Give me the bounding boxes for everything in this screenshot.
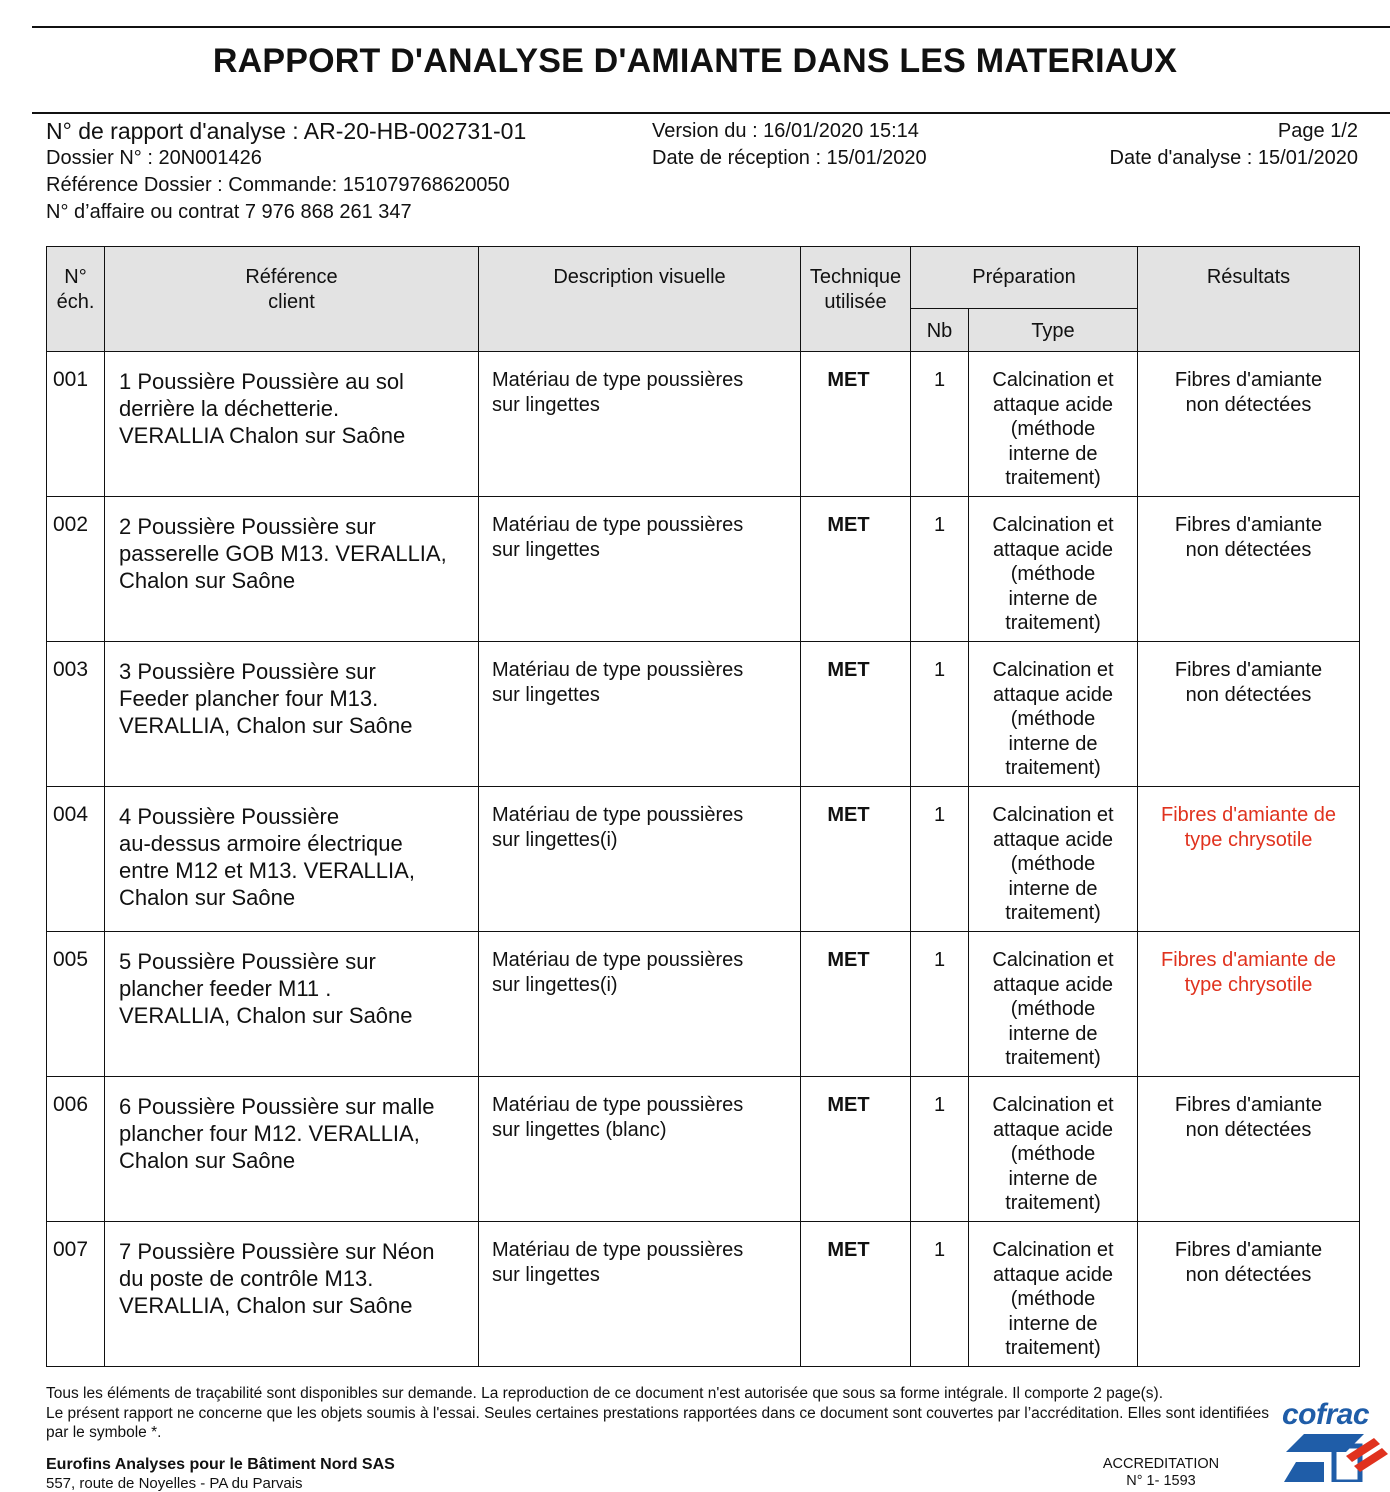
- table-row: [47, 932, 1360, 1077]
- prep-nb-cell: 1: [911, 1222, 969, 1367]
- footer-line-2: Le présent rapport ne concerne que les objets soumis à l'essai. Seules certaines prestations rapportées dans ce document sont couvertes par l’accréditation. Elles sont identifiées par le symbole *.: [46, 1404, 1269, 1441]
- header-technique: Technique utilisée: [801, 247, 911, 352]
- header-nb: Nb: [911, 309, 969, 352]
- visual-description-cell: Matériau de type poussières sur lingettes(i): [479, 787, 801, 932]
- prep-type-cell: Calcination et attaque acide (méthode interne de traitement): [969, 497, 1138, 642]
- header-type: Type: [969, 309, 1138, 352]
- prep-type-cell: Calcination et attaque acide (méthode interne de traitement): [969, 642, 1138, 787]
- prep-type-cell: Calcination et attaque acide (méthode interne de traitement): [969, 932, 1138, 1077]
- dossier-number: Dossier N° : 20N001426: [46, 147, 262, 169]
- visual-description-cell: Matériau de type poussières sur lingettes: [479, 1222, 801, 1367]
- contract-number: N° d’affaire ou contrat 7 976 868 261 347: [46, 201, 412, 223]
- result-cell: Fibres d'amiante de type chrysotile: [1138, 932, 1360, 1077]
- prep-nb-cell: 1: [911, 642, 969, 787]
- header-results: Résultats: [1138, 247, 1360, 352]
- header-sample-number: N° éch.: [47, 247, 105, 352]
- prep-nb-cell: 1: [911, 932, 969, 1077]
- version-date: Version du : 16/01/2020 15:14: [652, 120, 919, 142]
- results-table: [46, 246, 1360, 1367]
- reception-date: Date de réception : 15/01/2020: [652, 147, 927, 169]
- technique-cell: MET: [801, 932, 911, 1077]
- meta-left: [46, 118, 526, 226]
- sample-number-cell: 003: [47, 642, 105, 787]
- footer-notice: [46, 1384, 1271, 1443]
- report-number: N° de rapport d'analyse : AR-20-HB-002731-01: [46, 118, 527, 144]
- prep-type-cell: Calcination et attaque acide (méthode interne de traitement): [969, 1222, 1138, 1367]
- title-rule: [32, 112, 1390, 114]
- table-row: [47, 787, 1360, 932]
- result-cell: Fibres d'amiante non détectées: [1138, 497, 1360, 642]
- table-row: [47, 497, 1360, 642]
- client-reference-cell: 6 Poussière Poussière sur malle plancher four M12. VERALLIA, Chalon sur Saône: [105, 1077, 479, 1222]
- table-row: [47, 642, 1360, 787]
- visual-description-cell: Matériau de type poussières sur lingettes(i): [479, 932, 801, 1077]
- sample-number-cell: 005: [47, 932, 105, 1077]
- top-rule: [32, 26, 1390, 28]
- sample-number-cell: 007: [47, 1222, 105, 1367]
- visual-description-cell: Matériau de type poussières sur lingettes: [479, 352, 801, 497]
- technique-cell: MET: [801, 352, 911, 497]
- meta-center: [652, 118, 927, 172]
- sample-number-cell: 004: [47, 787, 105, 932]
- client-reference-cell: 7 Poussière Poussière sur Néon du poste de contrôle M13. VERALLIA, Chalon sur Saône: [105, 1222, 479, 1367]
- client-reference-cell: 5 Poussière Poussière sur plancher feeder M11 . VERALLIA, Chalon sur Saône: [105, 932, 479, 1077]
- prep-type-cell: Calcination et attaque acide (méthode interne de traitement): [969, 1077, 1138, 1222]
- result-cell: Fibres d'amiante non détectées: [1138, 642, 1360, 787]
- technique-cell: MET: [801, 642, 911, 787]
- technique-cell: MET: [801, 1222, 911, 1367]
- client-reference-cell: 2 Poussière Poussière sur passerelle GOB M13. VERALLIA, Chalon sur Saône: [105, 497, 479, 642]
- cofrac-logo-icon: [1284, 1434, 1390, 1482]
- result-cell: Fibres d'amiante non détectées: [1138, 352, 1360, 497]
- company-name: Eurofins Analyses pour le Bâtiment Nord SAS: [46, 1456, 395, 1473]
- table-row: [47, 1077, 1360, 1222]
- accreditation-label: ACCREDITATION N° 1- 1593: [1102, 1456, 1220, 1489]
- sample-number-cell: 002: [47, 497, 105, 642]
- technique-cell: MET: [801, 497, 911, 642]
- page-title: RAPPORT D'ANALYSE D'AMIANTE DANS LES MATERIAUX: [212, 42, 1178, 80]
- footer-line-1: Tous les éléments de traçabilité sont disponibles sur demande. La reproduction de ce document n'est autorisée que sous sa forme intégrale. Il comporte 2 page(s).: [46, 1385, 1164, 1402]
- technique-cell: MET: [801, 1077, 911, 1222]
- visual-description-cell: Matériau de type poussières sur lingettes: [479, 642, 801, 787]
- meta-right: [1110, 118, 1358, 172]
- analysis-date: Date d'analyse : 15/01/2020: [1109, 147, 1358, 169]
- header-client-reference: Référence client: [105, 247, 479, 352]
- visual-description-cell: Matériau de type poussières sur lingettes (blanc): [479, 1077, 801, 1222]
- result-cell: Fibres d'amiante non détectées: [1138, 1077, 1360, 1222]
- header-visual-description: Description visuelle: [479, 247, 801, 352]
- prep-nb-cell: 1: [911, 1077, 969, 1222]
- page-number: Page 1/2: [1277, 120, 1358, 142]
- client-reference-cell: 1 Poussière Poussière au sol derrière la déchetterie. VERALLIA Chalon sur Saône: [105, 352, 479, 497]
- header-preparation: Préparation: [911, 247, 1138, 309]
- client-reference-cell: 4 Poussière Poussière au-dessus armoire électrique entre M12 et M13. VERALLIA, Chalon sur Saône: [105, 787, 479, 932]
- cofrac-logo-text: cofrac: [1282, 1398, 1370, 1431]
- sample-number-cell: 001: [47, 352, 105, 497]
- prep-type-cell: Calcination et attaque acide (méthode interne de traitement): [969, 352, 1138, 497]
- client-reference-cell: 3 Poussière Poussière sur Feeder plancher four M13. VERALLIA, Chalon sur Saône: [105, 642, 479, 787]
- table-row: [47, 352, 1360, 497]
- sample-number-cell: 006: [47, 1077, 105, 1222]
- result-cell: Fibres d'amiante non détectées: [1138, 1222, 1360, 1367]
- table-row: [47, 1222, 1360, 1367]
- dossier-reference: Référence Dossier : Commande: 151079768620050: [46, 174, 510, 196]
- prep-nb-cell: 1: [911, 352, 969, 497]
- prep-nb-cell: 1: [911, 497, 969, 642]
- result-cell: Fibres d'amiante de type chrysotile: [1138, 787, 1360, 932]
- visual-description-cell: Matériau de type poussières sur lingettes: [479, 497, 801, 642]
- prep-nb-cell: 1: [911, 787, 969, 932]
- technique-cell: MET: [801, 787, 911, 932]
- prep-type-cell: Calcination et attaque acide (méthode interne de traitement): [969, 787, 1138, 932]
- company-address: 557, route de Noyelles - PA du Parvais: [46, 1475, 303, 1492]
